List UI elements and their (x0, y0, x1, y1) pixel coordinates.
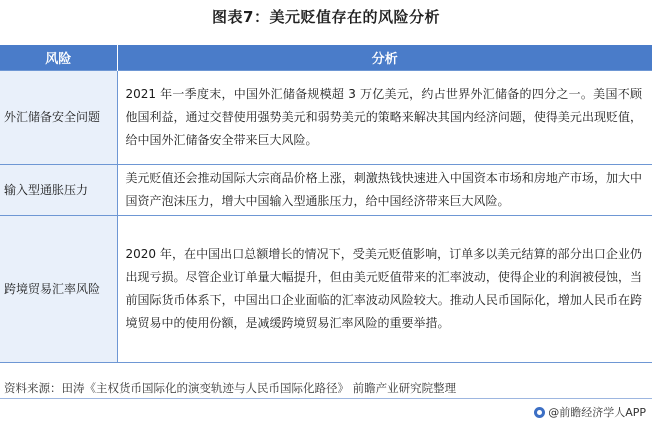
table-header-row (0, 45, 652, 71)
brand-logo-icon (534, 407, 545, 418)
table-row (0, 165, 652, 216)
risk-analysis-table (0, 45, 652, 363)
analysis-cell: 2021 年一季度末，中国外汇储备规模超 3 万亿美元，约占世界外汇储备的四分之一。美国不顾他国利益，通过交替使用强势美元和弱势美元的策略来解决其国内经济问题，使得美元出现贬值，给中国外汇储备安全带来巨大风险。 (117, 71, 652, 165)
table-row (0, 71, 652, 165)
brand-label: @前瞻经济学人APP (548, 406, 646, 419)
analysis-cell: 美元贬值还会推动国际大宗商品价格上涨，刺激热钱快速进入中国资本市场和房地产市场，加大中国资产泡沫压力，增大中国输入型通胀压力，给中国经济带来巨大风险。 (117, 165, 652, 216)
table-row (0, 216, 652, 363)
page-title: 图表7：美元贬值存在的风险分析 (212, 8, 440, 26)
divider (0, 398, 652, 399)
risk-name-cell: 外汇储备安全问题 (0, 71, 117, 165)
analysis-cell: 2020 年，在中国出口总额增长的情况下，受美元贬值影响，订单多以美元结算的部分出口企业仍出现亏损。尽管企业订单量大幅提升，但由美元贬值带来的汇率波动，使得企业的利润被侵蚀，当前国际货币体系下，中国出口企业面临的汇率波动风险较大。推动人民币国际化，增加人民币在跨境贸易中的使用份额，是减缓跨境贸易汇率风险的重要举措。 (117, 216, 652, 363)
risk-name-cell: 跨境贸易汇率风险 (0, 216, 117, 363)
risk-name-cell: 输入型通胀压力 (0, 165, 117, 216)
column-header-risk: 风险 (0, 45, 117, 71)
column-header-analysis: 分析 (117, 45, 652, 71)
brand-credit (534, 404, 646, 420)
source-note: 资料来源：田涛《主权货币国际化的演变轨迹与人民币国际化路径》 前瞻产业研究院整理 (4, 381, 457, 395)
